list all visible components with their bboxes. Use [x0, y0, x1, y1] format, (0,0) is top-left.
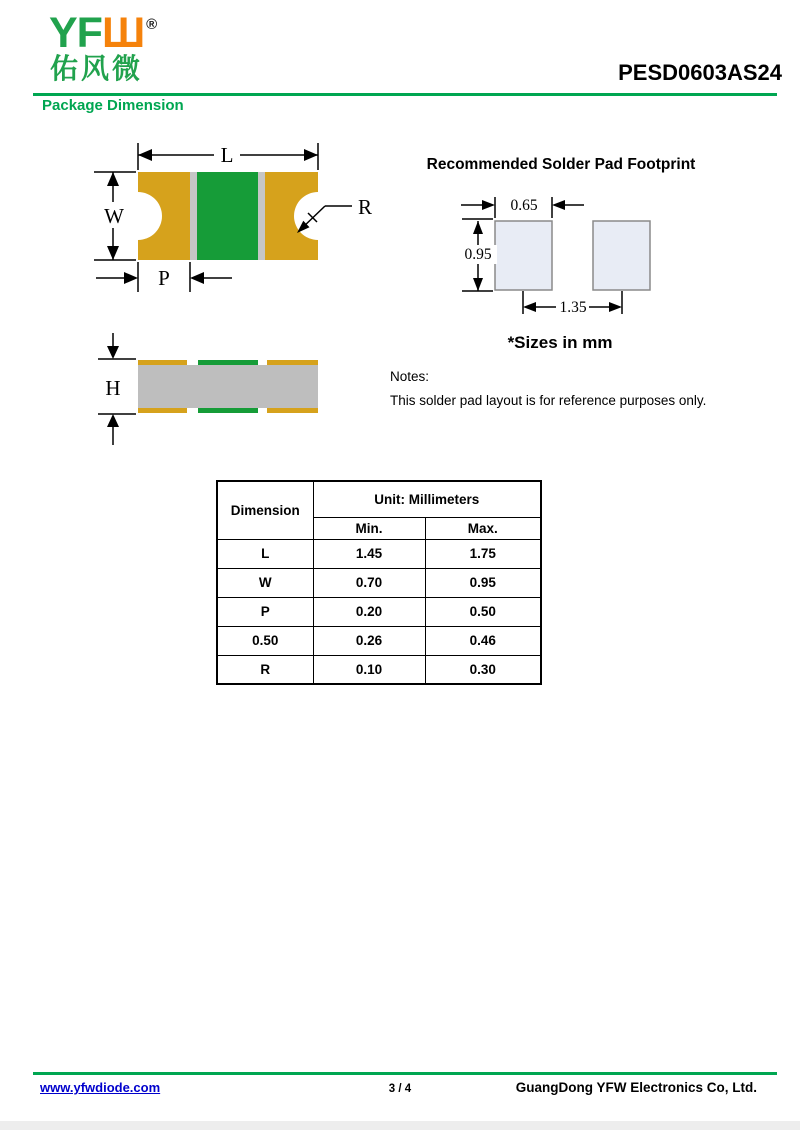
min-cell: 1.45: [313, 539, 425, 568]
footprint-pad-right: [593, 221, 650, 290]
max-cell: 0.95: [425, 568, 541, 597]
dim-value-pad-height: 0.95: [464, 246, 492, 263]
logo-yf-text: YF: [49, 9, 102, 57]
min-cell: 0.10: [313, 655, 425, 684]
dimension-table: [216, 480, 542, 685]
table-header-unit: Unit: Millimeters: [313, 481, 541, 517]
side-band-gold-bottom-right: [267, 408, 318, 413]
side-band-green-top: [198, 360, 258, 365]
page-bottom-edge: [0, 1121, 800, 1130]
company-logo: [49, 9, 157, 57]
table-row: [217, 597, 541, 626]
dim-label-H: H: [105, 376, 121, 400]
max-cell: 0.30: [425, 655, 541, 684]
side-band-green-bottom: [198, 408, 258, 413]
dim-pad-height: [458, 219, 497, 291]
footprint-title: Recommended Solder Pad Footprint: [426, 156, 696, 173]
package-body-top: [114, 172, 342, 260]
footer-divider-line: [33, 1072, 777, 1075]
dim-label-P: P: [158, 266, 170, 290]
dim-value-pad-width: 0.65: [510, 197, 538, 214]
logo-w-glyph: Ш: [101, 9, 145, 57]
dim-label-R: R: [358, 195, 373, 219]
sizes-in-mm-note: *Sizes in mm: [507, 333, 613, 352]
registered-trademark-icon: ®: [146, 16, 157, 33]
solder-pad-footprint-drawing: [440, 190, 685, 320]
package-top-view-drawing: [80, 134, 392, 298]
dim-label-W: W: [104, 204, 124, 228]
section-title: Package Dimension: [42, 97, 184, 114]
min-cell: 0.26: [313, 626, 425, 655]
min-cell: 0.20: [313, 597, 425, 626]
dim-label-L: L: [220, 143, 234, 167]
dim-L: [138, 143, 318, 170]
table-row: [217, 626, 541, 655]
table-header-min: Min.: [313, 517, 425, 539]
max-cell: 1.75: [425, 539, 541, 568]
page-number: 3 / 4: [388, 1083, 412, 1095]
side-band-gap: [187, 360, 198, 365]
notes-text: This solder pad layout is for reference purposes only.: [390, 393, 707, 408]
dim-cell: W: [217, 568, 313, 597]
part-number: PESD0603AS24: [618, 60, 782, 85]
right-castellation-notch: [294, 192, 342, 240]
company-name: GuangDong YFW Electronics Co, Ltd.: [515, 1080, 757, 1095]
header-divider-line: [33, 93, 777, 96]
side-band-gap: [258, 408, 267, 413]
dim-P: [96, 262, 232, 292]
package-side-view-drawing: [90, 325, 330, 451]
table-row: [217, 568, 541, 597]
dim-cell: L: [217, 539, 313, 568]
table-header-max: Max.: [425, 517, 541, 539]
footprint-pad-left: [495, 221, 552, 290]
logo-chinese-name: 佑风微: [50, 53, 144, 84]
right-strip: [258, 172, 265, 260]
dim-H: [98, 333, 136, 445]
dim-value-pad-spacing: 1.35: [559, 299, 587, 316]
table-row: [217, 539, 541, 568]
center-green-body: [197, 172, 258, 260]
dim-cell: 0.50: [217, 626, 313, 655]
dim-pad-spacing: [523, 291, 622, 316]
side-band-gap: [258, 360, 267, 365]
side-band-gold-bottom-left: [138, 408, 187, 413]
side-band-gold-top-right: [267, 360, 318, 365]
min-cell: 0.70: [313, 568, 425, 597]
dim-cell: P: [217, 597, 313, 626]
left-strip: [190, 172, 197, 260]
table-row: [217, 655, 541, 684]
notes-heading: Notes:: [390, 369, 430, 384]
dim-pad-width: [461, 197, 584, 218]
dim-cell: R: [217, 655, 313, 684]
side-band-gap: [187, 408, 198, 413]
website-link[interactable]: www.yfwdiode.com: [40, 1080, 161, 1095]
max-cell: 0.50: [425, 597, 541, 626]
table-header-dimension: Dimension: [217, 481, 313, 539]
package-body-side: [138, 360, 318, 413]
side-band-gold-top-left: [138, 360, 187, 365]
max-cell: 0.46: [425, 626, 541, 655]
